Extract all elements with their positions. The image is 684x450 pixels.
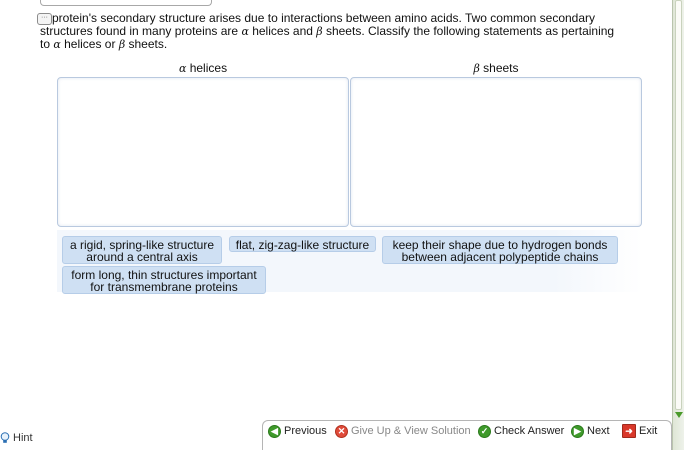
statement-line: for transmembrane proteins [90,280,238,294]
draggable-statement[interactable] [62,266,266,294]
speech-bubble-icon[interactable]: ··· [37,13,52,25]
beta-sheets-drop-zone[interactable] [350,77,642,227]
give-up-label: Give Up & View Solution [351,425,471,437]
bubble-tab [40,0,212,6]
scroll-down-arrow-icon[interactable] [675,412,683,418]
question-text-segment: to [40,37,54,51]
question-line-2 [40,25,652,39]
check-answer-button[interactable] [478,424,564,438]
scrollbar-thumb[interactable] [675,0,682,410]
column-label: helices [186,61,228,75]
draggable-statement[interactable] [382,236,618,264]
statement-line: between adjacent polypeptide chains [401,250,599,264]
checkmark-circle-icon: ✓ [478,425,491,438]
next-button[interactable] [571,424,610,438]
beta-sheets-heading [350,61,642,75]
arrow-right-circle-icon: ▶ [571,425,584,438]
beta-symbol: β [316,24,323,38]
column-label: sheets [479,61,519,75]
exit-button[interactable] [622,424,657,438]
question-line-3 [40,38,652,52]
question-text-segment: structures found in many proteins are [40,23,242,38]
beta-symbol: β [118,38,126,51]
question-text [40,11,652,52]
exit-label: Exit [639,425,658,437]
statement-line: keep their shape due to hydrogen bonds [392,238,608,252]
statement-line: flat, zig-zag-like structure [235,238,370,252]
question-line-1: protein's secondary structure arises due to interactions between amino acids. Two common secondary [52,11,596,25]
hint-label: Hint [13,432,33,444]
alpha-helices-drop-zone[interactable] [57,77,349,227]
draggable-statement[interactable] [62,236,222,264]
vertical-scrollbar[interactable] [672,0,684,450]
question-text-segment: helices or [60,37,119,51]
x-circle-icon: ✕ [335,425,348,438]
question-text-segment: helices and [248,23,317,38]
alpha-symbol: α [53,38,61,51]
previous-label: Previous [284,425,327,437]
check-answer-label: Check Answer [494,425,565,437]
next-label: Next [587,425,610,437]
beta-symbol: β [473,62,480,75]
exit-door-icon: ➜ [622,424,636,438]
arrow-left-circle-icon: ◀ [268,425,281,438]
alpha-symbol: α [241,24,249,38]
lightbulb-icon [0,432,10,444]
give-up-button[interactable] [335,424,471,438]
question-text-segment: sheets. [125,37,168,51]
statement-line: around a central axis [86,250,198,264]
previous-button[interactable] [268,424,327,438]
alpha-helices-heading [57,61,349,75]
statement-line: form long, thin structures important [71,268,257,282]
question-text-segment: sheets. Classify the following statements as pertaining [322,23,615,38]
hint-button[interactable] [0,430,33,446]
draggable-statement[interactable] [229,236,376,252]
statement-line: a rigid, spring-like structure [69,238,215,252]
alpha-symbol: α [178,62,187,75]
